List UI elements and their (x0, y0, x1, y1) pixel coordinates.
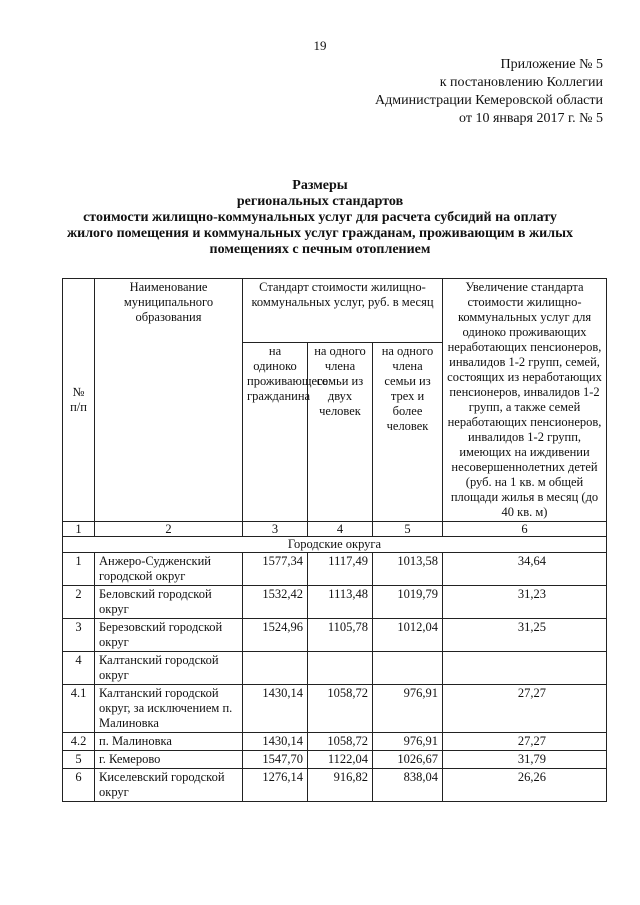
value-single: 1532,42 (243, 586, 308, 619)
header-standard: Стандарт стоимости жилищно-коммунальных услуг, руб. в месяц (243, 279, 443, 343)
municipality-name: Калтанский городской округ, за исключением п. Малиновка (95, 685, 243, 733)
value-two-person: 1117,49 (308, 553, 373, 586)
value-increase: 31,25 (443, 619, 607, 652)
value-single: 1524,96 (243, 619, 308, 652)
title-line: жилого помещения и коммунальных услуг гражданам, проживающим в жилых (66, 226, 573, 241)
column-number: 6 (443, 522, 607, 537)
municipality-name: Беловский городской округ (95, 586, 243, 619)
value-increase: 26,26 (443, 769, 607, 802)
value-two-person (308, 652, 373, 685)
header-row (63, 279, 607, 343)
row-number: 6 (63, 769, 95, 802)
row-number: 5 (63, 751, 95, 769)
group-row (63, 537, 607, 553)
header-num: № п/п (63, 279, 95, 522)
municipality-name: Калтанский городской округ (95, 652, 243, 685)
table-row (63, 685, 607, 733)
appendix-line: Приложение № 5 (500, 57, 603, 72)
value-increase: 31,79 (443, 751, 607, 769)
value-two-person: 1058,72 (308, 685, 373, 733)
value-three-plus (373, 652, 443, 685)
column-number: 2 (95, 522, 243, 537)
header-name: Наименование муниципального образования (95, 279, 243, 522)
column-number-row (63, 522, 607, 537)
table-row (63, 652, 607, 685)
value-single: 1577,34 (243, 553, 308, 586)
value-single (243, 652, 308, 685)
municipality-name: Березовский городской округ (95, 619, 243, 652)
value-increase (443, 652, 607, 685)
table-row (63, 553, 607, 586)
municipality-name: п. Малиновка (95, 733, 243, 751)
title-line: региональных стандартов (236, 194, 404, 209)
title-line: Размеры (292, 178, 348, 193)
column-number: 1 (63, 522, 95, 537)
appendix-line: Администрации Кемеровской области (375, 93, 603, 108)
row-number: 2 (63, 586, 95, 619)
value-three-plus: 1013,58 (373, 553, 443, 586)
appendix-line: от 10 января 2017 г. № 5 (459, 111, 603, 126)
table-row (63, 751, 607, 769)
value-two-person: 916,82 (308, 769, 373, 802)
value-two-person: 1122,04 (308, 751, 373, 769)
page-number: 19 (313, 38, 327, 53)
table-row (63, 586, 607, 619)
appendix-block (323, 56, 603, 128)
table-row (63, 733, 607, 751)
value-two-person: 1105,78 (308, 619, 373, 652)
header-two-person: на одного члена семьи из двух человек (308, 342, 373, 521)
table-row (63, 619, 607, 652)
value-increase: 31,23 (443, 586, 607, 619)
value-single: 1276,14 (243, 769, 308, 802)
row-number: 4.1 (63, 685, 95, 733)
row-number: 4.2 (63, 733, 95, 751)
value-single: 1430,14 (243, 733, 308, 751)
municipality-name: г. Кемерово (95, 751, 243, 769)
row-number: 1 (63, 553, 95, 586)
header-single: на одиноко проживающего гражданина (243, 342, 308, 521)
header-increase: Увеличение стандарта стоимости жилищно-коммунальных услуг для одиноко проживающих неработающих пенсионеров, инвалидов 1-2 групп, семей, состоящих из неработающих пенсионеров, инвалидов 1-2 групп, а также семей неработающих пенсионеров, инвалидов 1-2 групп, имеющих на иждивении несовершеннолетних детей (руб. на 1 кв. м общей площади жилья в месяц (до 40 кв. м) (443, 279, 607, 522)
value-single: 1547,70 (243, 751, 308, 769)
municipality-name: Киселевский городской округ (95, 769, 243, 802)
value-three-plus: 976,91 (373, 685, 443, 733)
value-three-plus: 976,91 (373, 733, 443, 751)
value-increase: 34,64 (443, 553, 607, 586)
document-title (40, 178, 600, 258)
value-increase: 27,27 (443, 685, 607, 733)
header-three-plus: на одного члена семьи из трех и более человек (373, 342, 443, 521)
standards-table (62, 278, 607, 802)
value-three-plus: 1012,04 (373, 619, 443, 652)
value-three-plus: 838,04 (373, 769, 443, 802)
value-two-person: 1058,72 (308, 733, 373, 751)
municipality-name: Анжеро-Судженский городской округ (95, 553, 243, 586)
value-increase: 27,27 (443, 733, 607, 751)
row-number: 3 (63, 619, 95, 652)
column-number: 5 (373, 522, 443, 537)
group-title: Городские округа (63, 537, 607, 553)
appendix-line: к постановлению Коллегии (439, 75, 603, 90)
title-line: стоимости жилищно-коммунальных услуг для расчета субсидий на оплату (83, 210, 557, 225)
value-two-person: 1113,48 (308, 586, 373, 619)
table-row (63, 769, 607, 802)
title-line: помещениях с печным отоплением (209, 242, 431, 257)
value-three-plus: 1019,79 (373, 586, 443, 619)
value-three-plus: 1026,67 (373, 751, 443, 769)
value-single: 1430,14 (243, 685, 308, 733)
column-number: 3 (243, 522, 308, 537)
row-number: 4 (63, 652, 95, 685)
column-number: 4 (308, 522, 373, 537)
